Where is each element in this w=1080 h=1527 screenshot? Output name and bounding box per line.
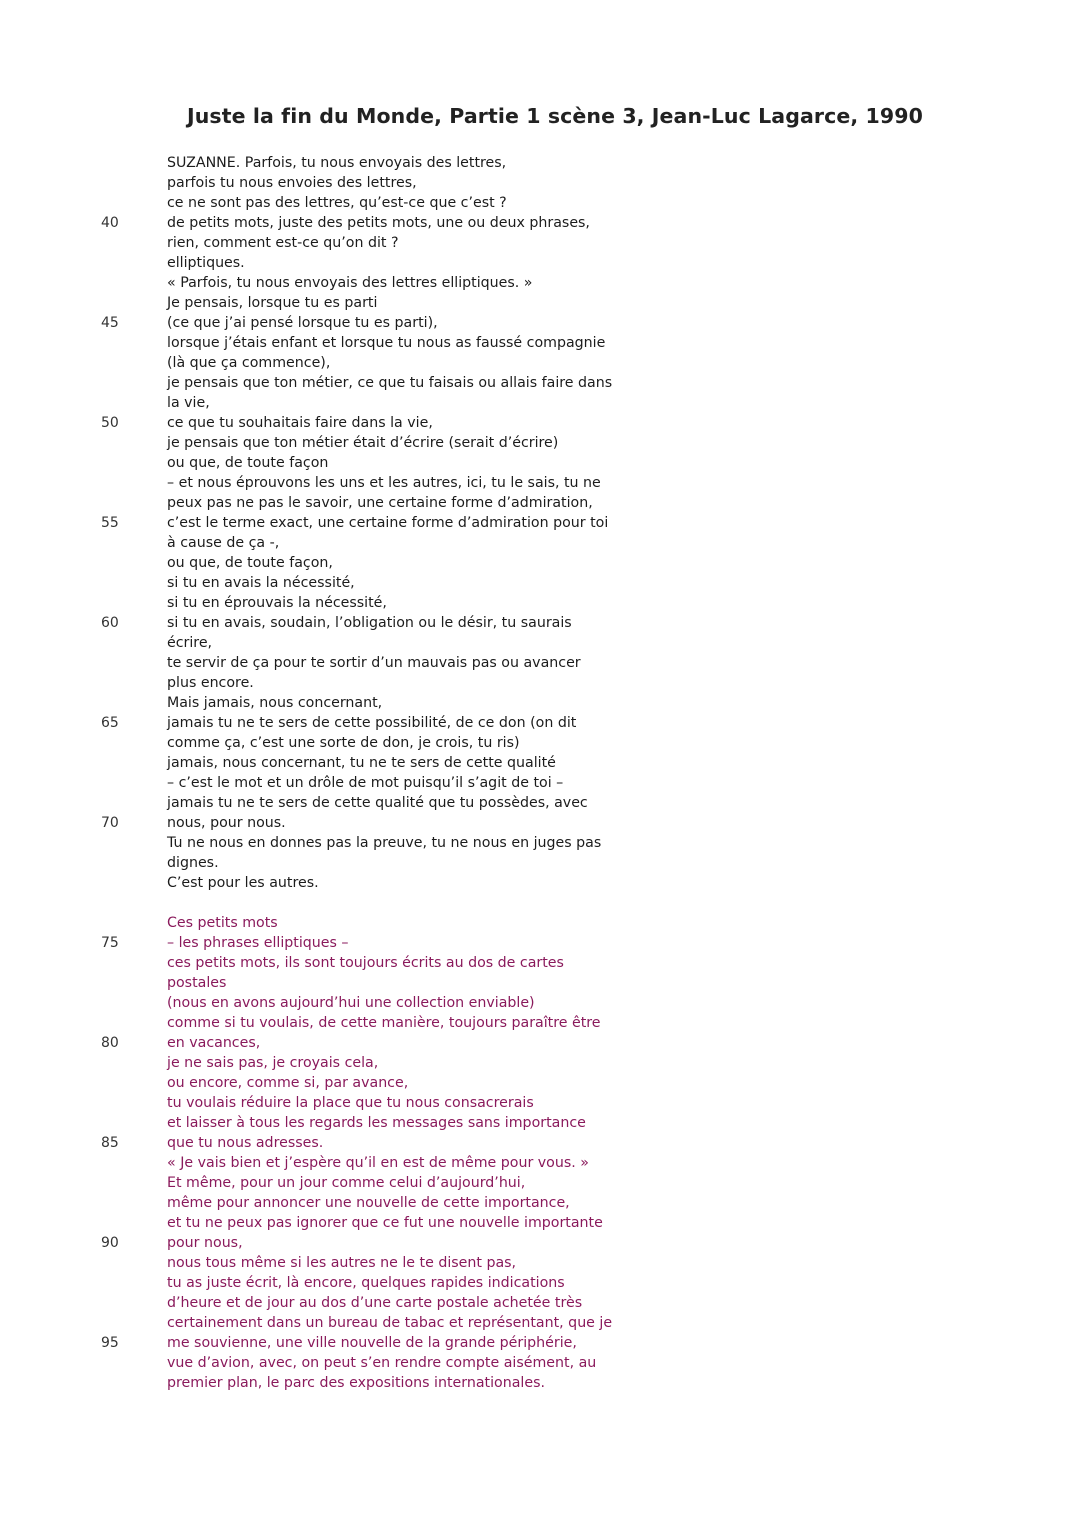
verse-text: comme ça, c’est une sorte de don, je crois, tu ris)	[167, 735, 520, 751]
text-line	[0, 773, 1080, 793]
text-line	[0, 213, 1080, 233]
verse-text: ou que, de toute façon,	[167, 555, 333, 571]
text-line	[0, 1053, 1080, 1073]
verse-text: (là que ça commence),	[167, 355, 331, 371]
verse-text: si tu en avais, soudain, l’obligation ou le désir, tu saurais	[167, 615, 572, 631]
verse-text: je ne sais pas, je croyais cela,	[167, 1055, 379, 1071]
text-line	[0, 833, 1080, 853]
text-line	[0, 1013, 1080, 1033]
verse-text: – les phrases elliptiques –	[167, 935, 349, 951]
verse-text: d’heure et de jour au dos d’une carte postale achetée très	[167, 1295, 583, 1311]
text-line	[0, 453, 1080, 473]
verse-text: certainement dans un bureau de tabac et représentant, que je	[167, 1315, 613, 1331]
text-line	[0, 1273, 1080, 1293]
text-line	[0, 1073, 1080, 1093]
play-excerpt	[0, 153, 1080, 1393]
verse-text: nous, pour nous.	[167, 815, 286, 831]
verse-text: je pensais que ton métier, ce que tu faisais ou allais faire dans	[167, 375, 613, 391]
text-line	[0, 573, 1080, 593]
text-line	[0, 1233, 1080, 1253]
verse-text: à cause de ça -,	[167, 535, 280, 551]
verse-text: si tu en avais la nécessité,	[167, 575, 355, 591]
verse-text: tu voulais réduire la place que tu nous consacrerais	[167, 1095, 534, 1111]
text-line	[0, 653, 1080, 673]
text-line	[0, 373, 1080, 393]
verse-text: rien, comment est-ce qu’on dit ?	[167, 235, 399, 251]
text-line	[0, 193, 1080, 213]
text-line	[0, 593, 1080, 613]
verse-text: et tu ne peux pas ignorer que ce fut une nouvelle importante	[167, 1215, 603, 1231]
text-line	[0, 813, 1080, 833]
verse-text: tu as juste écrit, là encore, quelques rapides indications	[167, 1275, 565, 1291]
line-number: 70	[101, 815, 119, 831]
verse-text: Et même, pour un jour comme celui d’aujourd’hui,	[167, 1175, 526, 1191]
text-line	[0, 953, 1080, 973]
line-number: 45	[101, 315, 119, 331]
line-number: 60	[101, 615, 119, 631]
verse-text: premier plan, le parc des expositions internationales.	[167, 1375, 545, 1391]
text-line	[0, 973, 1080, 993]
verse-text: nous tous même si les autres ne le te disent pas,	[167, 1255, 517, 1271]
verse-text: ou encore, comme si, par avance,	[167, 1075, 409, 1091]
verse-text: pour nous,	[167, 1235, 243, 1251]
verse-text: c’est le terme exact, une certaine forme d’admiration pour toi	[167, 515, 609, 531]
verse-text: parfois tu nous envoies des lettres,	[167, 175, 417, 191]
text-line	[0, 233, 1080, 253]
text-line	[0, 1093, 1080, 1113]
verse-text: C’est pour les autres.	[167, 875, 319, 891]
verse-text: Ces petits mots	[167, 915, 278, 931]
line-number: 65	[101, 715, 119, 731]
verse-text: la vie,	[167, 395, 210, 411]
text-line	[0, 333, 1080, 353]
text-line	[0, 433, 1080, 453]
text-line	[0, 1313, 1080, 1333]
verse-text: comme si tu voulais, de cette manière, toujours paraître être	[167, 1015, 601, 1031]
text-line	[0, 353, 1080, 373]
verse-text: SUZANNE. Parfois, tu nous envoyais des lettres,	[167, 155, 507, 171]
verse-text: Je pensais, lorsque tu es parti	[167, 295, 378, 311]
verse-text: te servir de ça pour te sortir d’un mauvais pas ou avancer	[167, 655, 581, 671]
text-line	[0, 1193, 1080, 1213]
verse-text: postales	[167, 975, 227, 991]
text-line	[0, 793, 1080, 813]
verse-text: (nous en avons aujourd’hui une collection enviable)	[167, 995, 535, 1011]
text-line	[0, 1373, 1080, 1393]
text-line	[0, 853, 1080, 873]
verse-text: en vacances,	[167, 1035, 261, 1051]
text-line	[0, 253, 1080, 273]
verse-text: « Parfois, tu nous envoyais des lettres elliptiques. »	[167, 275, 533, 291]
text-line	[0, 873, 1080, 893]
text-line	[0, 713, 1080, 733]
text-line	[0, 693, 1080, 713]
line-number: 95	[101, 1335, 119, 1351]
verse-text: Tu ne nous en donnes pas la preuve, tu ne nous en juges pas	[167, 835, 602, 851]
text-line	[0, 1333, 1080, 1353]
verse-text: et laisser à tous les regards les messages sans importance	[167, 1115, 586, 1131]
verse-text: – c’est le mot et un drôle de mot puisqu’il s’agit de toi –	[167, 775, 564, 791]
line-number: 40	[101, 215, 119, 231]
text-line	[0, 413, 1080, 433]
verse-text: elliptiques.	[167, 255, 245, 271]
verse-text: Mais jamais, nous concernant,	[167, 695, 383, 711]
text-line	[0, 1213, 1080, 1233]
verse-text: plus encore.	[167, 675, 254, 691]
text-line	[0, 1033, 1080, 1053]
line-number: 85	[101, 1135, 119, 1151]
verse-text: écrire,	[167, 635, 213, 651]
line-number: 90	[101, 1235, 119, 1251]
text-line	[0, 313, 1080, 333]
text-line	[0, 533, 1080, 553]
text-line	[0, 293, 1080, 313]
verse-text: vue d’avion, avec, on peut s’en rendre compte aisément, au	[167, 1355, 597, 1371]
text-line	[0, 1113, 1080, 1133]
text-line	[0, 153, 1080, 173]
text-line	[0, 933, 1080, 953]
verse-text: jamais tu ne te sers de cette possibilité, de ce don (on dit	[167, 715, 577, 731]
text-line	[0, 1133, 1080, 1153]
page-title: Juste la fin du Monde, Partie 1 scène 3, Jean-Luc Lagarce, 1990	[187, 104, 923, 128]
stanza-gap	[0, 893, 1080, 913]
text-line	[0, 633, 1080, 653]
text-line	[0, 473, 1080, 493]
verse-text: jamais tu ne te sers de cette qualité que tu possèdes, avec	[167, 795, 588, 811]
line-number: 75	[101, 935, 119, 951]
text-line	[0, 273, 1080, 293]
verse-text: je pensais que ton métier était d’écrire (serait d’écrire)	[167, 435, 559, 451]
text-line	[0, 173, 1080, 193]
text-line	[0, 673, 1080, 693]
text-line	[0, 1353, 1080, 1373]
verse-text: ce ne sont pas des lettres, qu’est-ce que c’est ?	[167, 195, 507, 211]
text-line	[0, 513, 1080, 533]
verse-text: de petits mots, juste des petits mots, une ou deux phrases,	[167, 215, 590, 231]
verse-text: si tu en éprouvais la nécessité,	[167, 595, 387, 611]
text-line	[0, 393, 1080, 413]
verse-text: que tu nous adresses.	[167, 1135, 324, 1151]
verse-text: ces petits mots, ils sont toujours écrits au dos de cartes	[167, 955, 564, 971]
line-number: 50	[101, 415, 119, 431]
verse-text: dignes.	[167, 855, 219, 871]
text-line	[0, 1173, 1080, 1193]
verse-text: « Je vais bien et j’espère qu’il en est de même pour vous. »	[167, 1155, 589, 1171]
line-number: 55	[101, 515, 119, 531]
line-number: 80	[101, 1035, 119, 1051]
text-line	[0, 1253, 1080, 1273]
verse-text: – et nous éprouvons les uns et les autres, ici, tu le sais, tu ne	[167, 475, 601, 491]
verse-text: lorsque j’étais enfant et lorsque tu nous as faussé compagnie	[167, 335, 606, 351]
text-line	[0, 753, 1080, 773]
verse-text: me souvienne, une ville nouvelle de la grande périphérie,	[167, 1335, 577, 1351]
text-line	[0, 1293, 1080, 1313]
text-line	[0, 553, 1080, 573]
verse-text: même pour annoncer une nouvelle de cette importance,	[167, 1195, 570, 1211]
verse-text: ou que, de toute façon	[167, 455, 329, 471]
verse-text: (ce que j’ai pensé lorsque tu es parti),	[167, 315, 438, 331]
text-line	[0, 493, 1080, 513]
verse-text: peux pas ne pas le savoir, une certaine forme d’admiration,	[167, 495, 593, 511]
text-line	[0, 913, 1080, 933]
verse-text: jamais, nous concernant, tu ne te sers de cette qualité	[167, 755, 556, 771]
text-line	[0, 733, 1080, 753]
text-line	[0, 993, 1080, 1013]
text-line	[0, 613, 1080, 633]
text-line	[0, 1153, 1080, 1173]
verse-text: ce que tu souhaitais faire dans la vie,	[167, 415, 433, 431]
